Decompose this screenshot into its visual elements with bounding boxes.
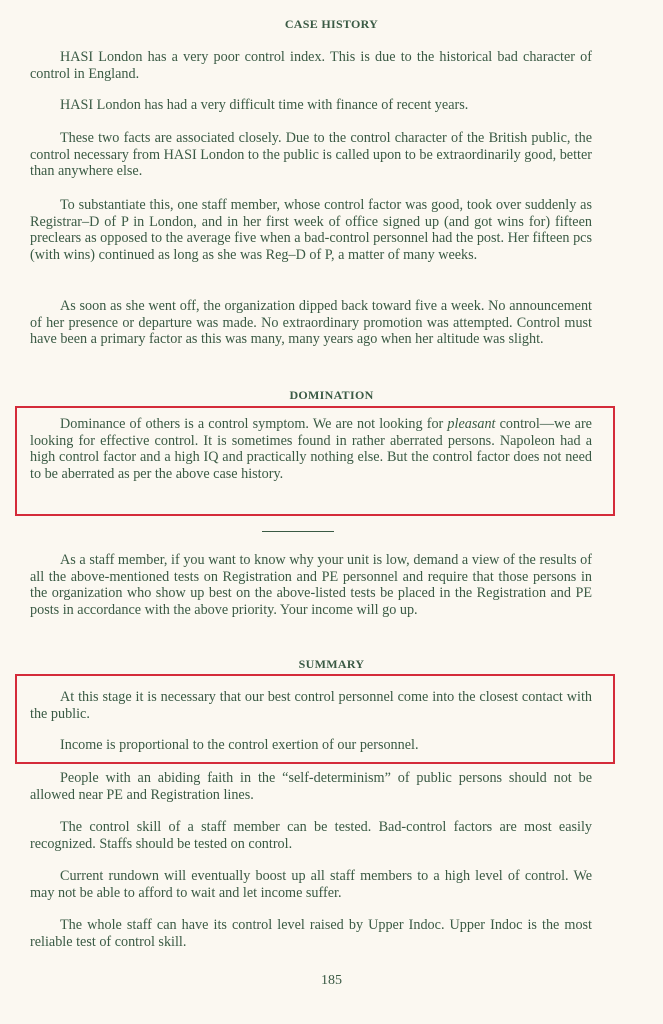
- domination-italic-word: pleasant: [447, 416, 496, 432]
- summary-boxed-paragraph-1: At this stage it is necessary that our best control personnel come into the closest contact with the public.: [30, 689, 592, 722]
- domination-text-end: control—we are looking for effective control. It is sometimes found in rather aberrated persons. Napoleon had a high control factor and a high IQ and practically nothing else. But the control factor does not need to be aberrated as per the above case history.: [30, 416, 592, 482]
- summary-paragraph-1: People with an abiding faith in the “self-determinism” of public persons should not be allowed near PE and Registration lines.: [30, 770, 592, 803]
- domination-heading: DOMINATION: [289, 388, 374, 402]
- domination-paragraph: [30, 416, 592, 482]
- case-history-heading: CASE HISTORY: [284, 17, 379, 31]
- case-history-paragraph-5: As soon as she went off, the organization dipped back toward five a week. No announcement of her presence or departure was made. No extraordinary promotion was attempted. Control must have been a primary factor as this was many, many years ago when her altitude was slight.: [30, 298, 592, 348]
- summary-paragraph-4: The whole staff can have its control level raised by Upper Indoc. Upper Indoc is the most reliable test of control skill.: [30, 917, 592, 950]
- summary-paragraph-2: The control skill of a staff member can be tested. Bad-control factors are most easily recognized. Staffs should be tested on control.: [30, 819, 592, 852]
- summary-paragraph-3: Current rundown will eventually boost up all staff members to a high level of control. We may not be able to afford to wait and let income suffer.: [30, 868, 592, 901]
- summary-heading: SUMMARY: [298, 657, 365, 671]
- case-history-paragraph-1: HASI London has a very poor control index. This is due to the historical bad character of control in England.: [30, 49, 592, 82]
- section-divider: [262, 531, 334, 532]
- staff-member-paragraph: As a staff member, if you want to know why your unit is low, demand a view of the results of all the above-mentioned tests on Registration and PE personnel and require that those persons in the organization who show up best on the above-listed tests be placed in the Registration and PE posts in accordance with the above priority. Your income will go up.: [30, 552, 592, 618]
- domination-text-start: Dominance of others is a control symptom. We are not looking for: [60, 416, 448, 432]
- case-history-paragraph-2: HASI London has had a very difficult time with finance of recent years.: [60, 97, 469, 113]
- case-history-paragraph-4: To substantiate this, one staff member, whose control factor was good, took over suddenly as Registrar–D of P in London, and in her first week of office signed up (and got wins for) fifteen preclears as opposed to the average five when a bad-control personnel had the post. Her fifteen pcs (with wins) continued as long as she was Reg–D of P, a matter of many weeks.: [30, 197, 592, 263]
- page-number: 185: [321, 973, 342, 988]
- case-history-paragraph-3: These two facts are associated closely. Due to the control character of the British public, the control necessary from HASI London to the public is called upon to be extraordinarily good, better than anywhere else.: [30, 130, 592, 180]
- summary-boxed-paragraph-2: Income is proportional to the control exertion of our personnel.: [60, 737, 419, 753]
